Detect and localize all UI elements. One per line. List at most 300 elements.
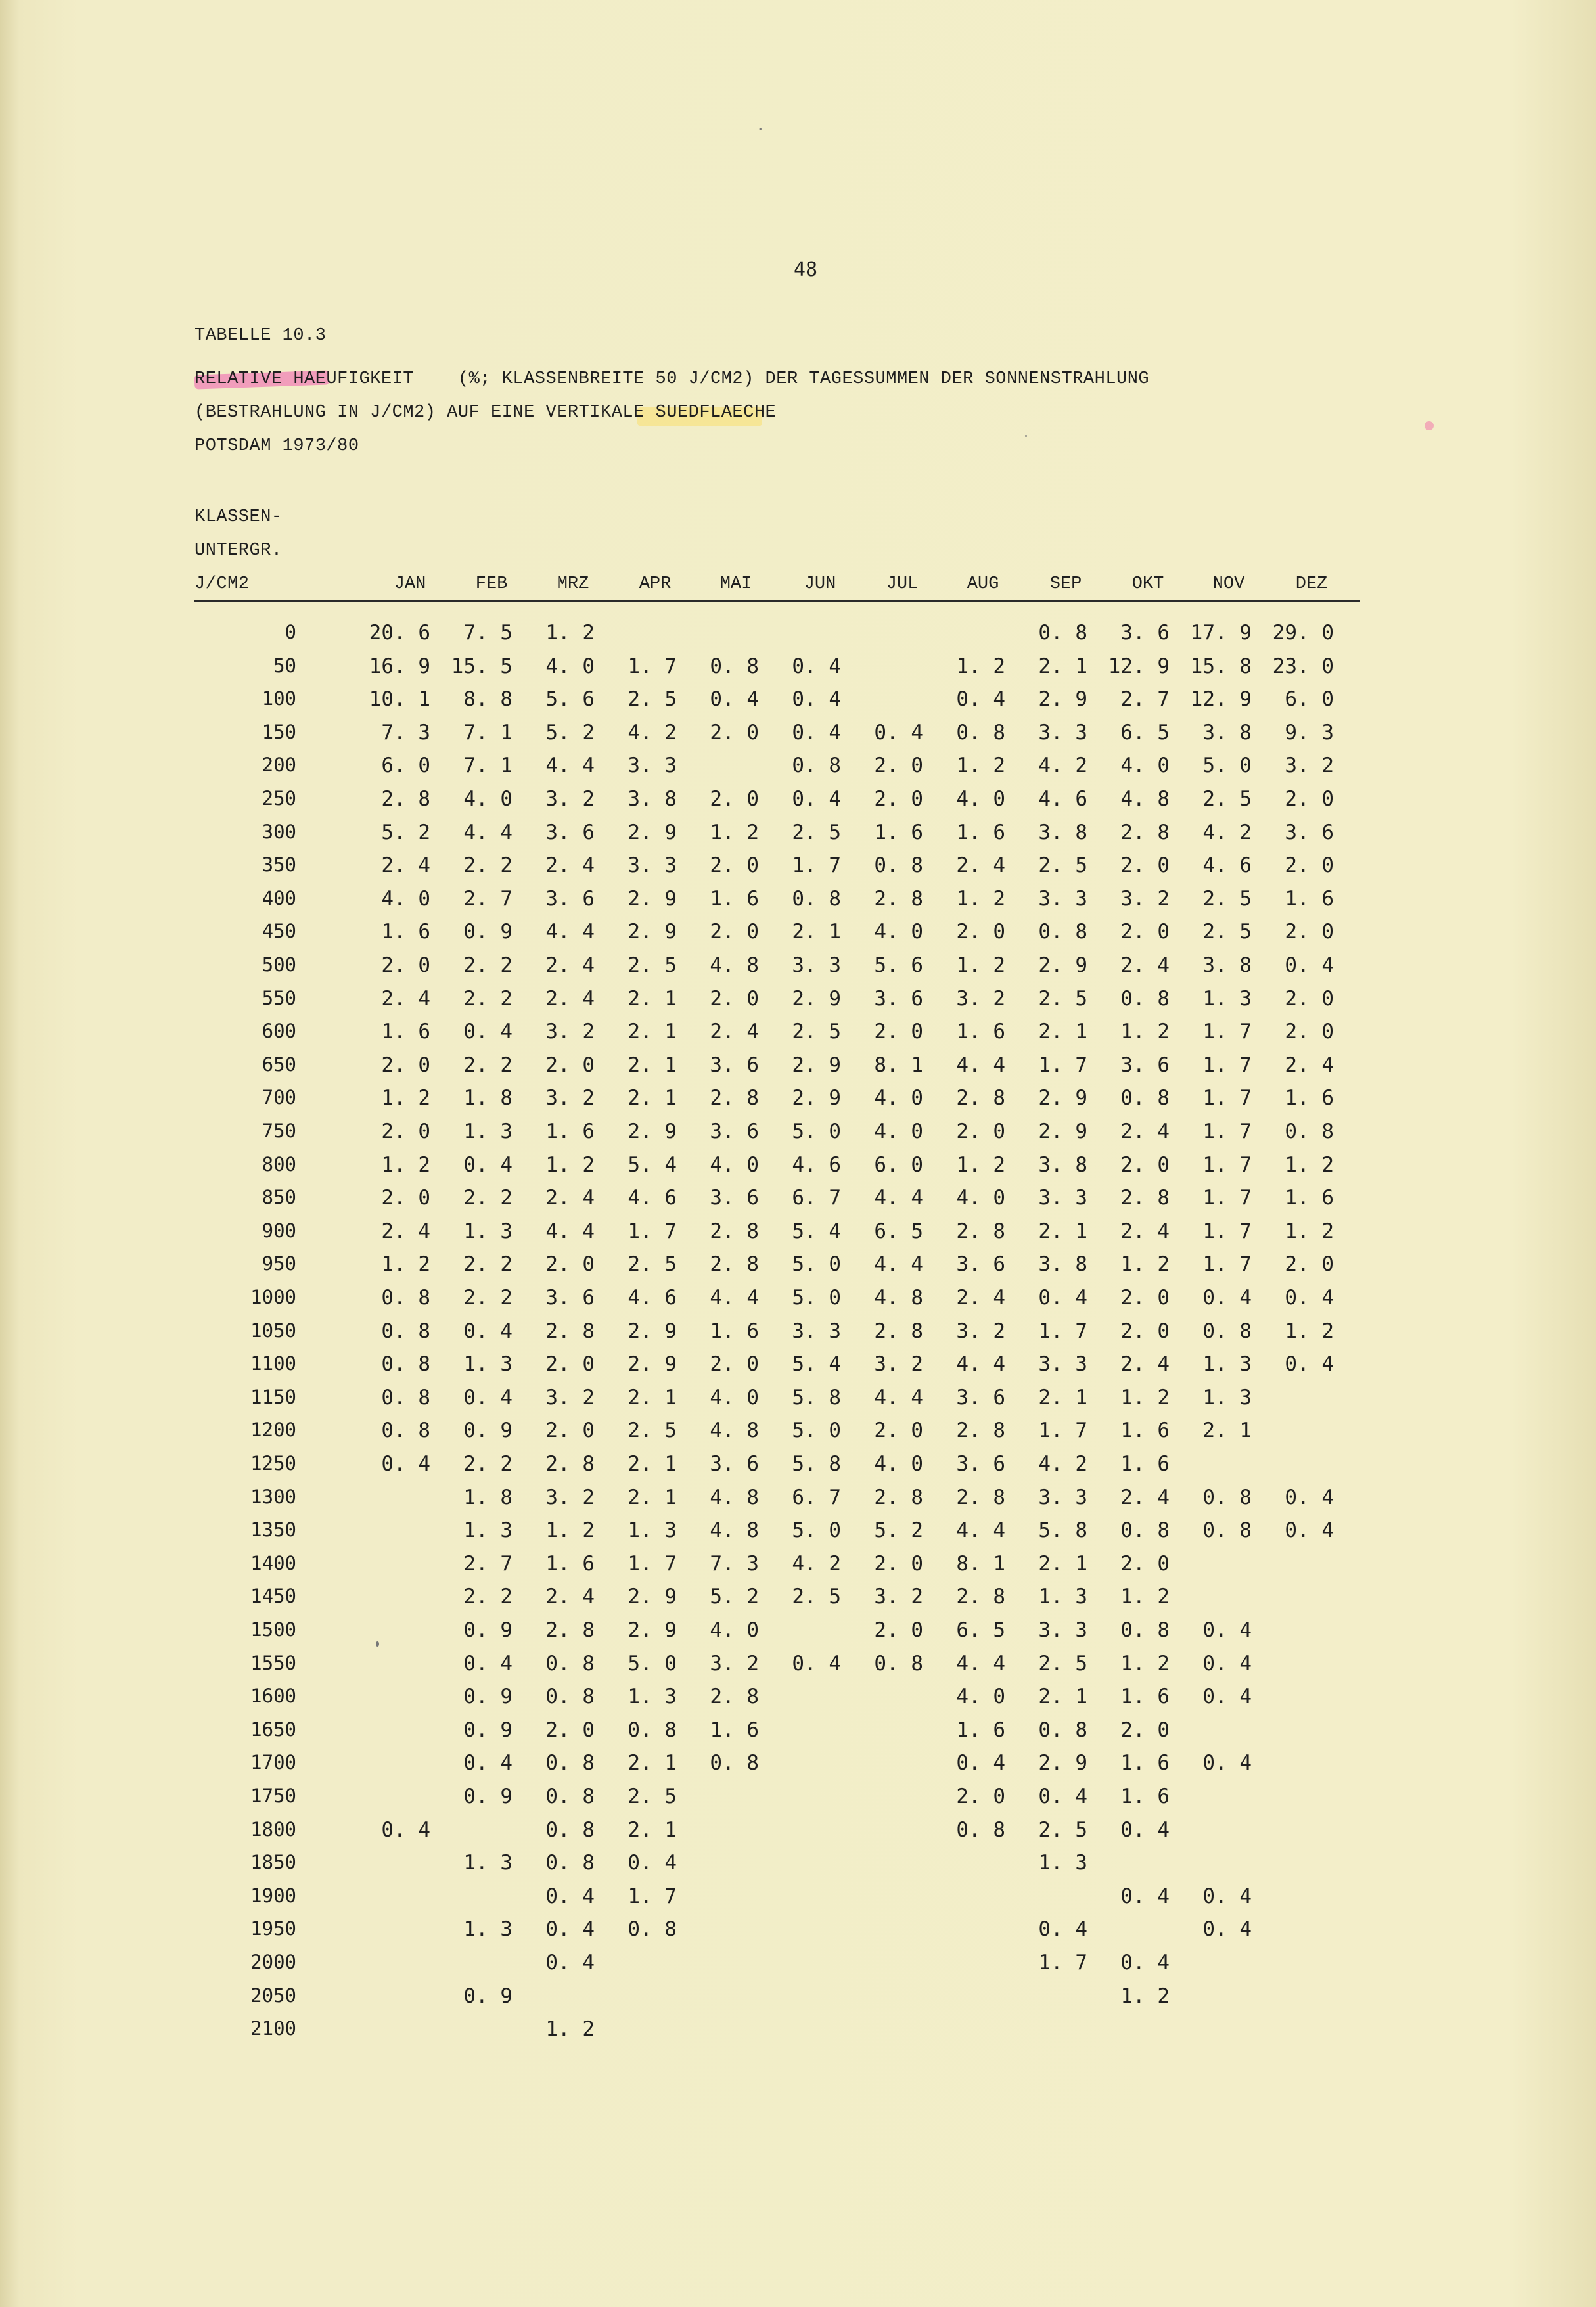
cell-jan: 2. 4: [381, 854, 430, 878]
cell-mrz: 0. 4: [545, 1884, 595, 1908]
class-lower-bound: 2000: [250, 1951, 296, 1973]
cell-jul: 4. 4: [874, 1186, 923, 1210]
cell-mrz: 0. 4: [545, 1917, 595, 1942]
paper-speck: [759, 128, 762, 130]
cell-mai: 2. 8: [710, 1086, 759, 1110]
cell-mai: 3. 6: [710, 1452, 759, 1476]
cell-jul: 4. 0: [874, 920, 923, 944]
cell-jun: 2. 9: [792, 1053, 841, 1077]
cell-dez: 1. 6: [1285, 886, 1334, 911]
cell-jul: 0. 8: [874, 1651, 923, 1676]
cell-mai: 1. 6: [710, 1319, 759, 1343]
cell-aug: 3. 6: [956, 1252, 1005, 1277]
cell-nov: 1. 3: [1202, 1385, 1252, 1409]
cell-sep: 1. 7: [1038, 1053, 1087, 1077]
cell-dez: 23. 0: [1272, 654, 1334, 678]
cell-okt: 2. 7: [1120, 687, 1170, 712]
cell-dez: 1. 2: [1285, 1219, 1334, 1243]
cell-okt: 12. 9: [1108, 654, 1170, 678]
cell-feb: 0. 4: [463, 1651, 513, 1676]
cell-mrz: 1. 6: [545, 1551, 595, 1576]
table-row: [0, 1486, 1596, 1519]
class-lower-bound: 1150: [250, 1385, 296, 1408]
cell-mai: 0. 4: [710, 687, 759, 712]
cell-sep: 2. 1: [1038, 1219, 1087, 1243]
class-lower-bound: 1300: [250, 1485, 296, 1508]
cell-sep: 3. 3: [1038, 1186, 1087, 1210]
cell-jul: 5. 6: [874, 953, 923, 977]
cell-sep: 0. 4: [1038, 1785, 1087, 1808]
cell-apr: 2. 5: [627, 1252, 677, 1277]
cell-jan: 0. 8: [381, 1286, 430, 1310]
cell-apr: 0. 8: [627, 1917, 677, 1942]
month-header-nov: NOV: [1212, 574, 1245, 594]
cell-sep: 1. 7: [1038, 1319, 1087, 1343]
cell-mrz: 3. 6: [545, 886, 595, 911]
cell-aug: 3. 6: [956, 1385, 1005, 1409]
cell-apr: 2. 1: [627, 1385, 677, 1409]
cell-jun: 3. 3: [792, 1319, 841, 1343]
cell-mrz: 2. 4: [545, 1186, 595, 1210]
cell-nov: 0. 4: [1202, 1618, 1252, 1642]
cell-jul: 4. 8: [874, 1286, 923, 1310]
cell-aug: 2. 8: [956, 1086, 1005, 1110]
cell-aug: 4. 0: [956, 787, 1005, 811]
cell-jun: 0. 8: [792, 886, 841, 911]
table-row: [0, 1286, 1596, 1319]
cell-jul: 2. 0: [874, 1551, 923, 1576]
table-row: [0, 920, 1596, 953]
cell-mai: 3. 6: [710, 1053, 759, 1077]
cell-sep: 4. 2: [1038, 754, 1087, 778]
cell-mai: 1. 6: [710, 1718, 759, 1742]
month-header-okt: OKT: [1131, 574, 1164, 594]
cell-apr: 5. 4: [627, 1153, 677, 1177]
table-row: [0, 1851, 1596, 1884]
cell-aug: 3. 2: [956, 1319, 1005, 1343]
cell-feb: 7. 1: [463, 720, 513, 744]
table-row: [0, 654, 1596, 687]
cell-jun: 5. 0: [792, 1286, 841, 1310]
cell-nov: 0. 4: [1202, 1884, 1252, 1908]
cell-okt: 2. 0: [1120, 854, 1170, 878]
table-row: [0, 1220, 1596, 1252]
cell-apr: 2. 9: [627, 1120, 677, 1143]
cell-okt: 1. 6: [1120, 1685, 1170, 1709]
cell-okt: 3. 6: [1120, 621, 1170, 645]
cell-apr: 2. 1: [627, 1452, 677, 1476]
cell-jul: 6. 0: [874, 1153, 923, 1177]
cell-nov: 2. 1: [1202, 1419, 1252, 1443]
cell-jul: 2. 0: [874, 787, 923, 811]
cell-feb: 1. 3: [463, 1851, 513, 1875]
cell-sep: 2. 1: [1038, 1385, 1087, 1409]
row-header-line-2: UNTERGR.: [194, 541, 283, 560]
cell-sep: 2. 9: [1038, 1751, 1087, 1775]
cell-okt: 1. 6: [1120, 1419, 1170, 1443]
cell-mrz: 0. 4: [545, 1951, 595, 1975]
cell-mrz: 3. 6: [545, 1286, 595, 1310]
cell-feb: 1. 3: [463, 1519, 513, 1543]
cell-dez: 1. 2: [1285, 1153, 1334, 1177]
class-lower-bound: 200: [262, 754, 296, 777]
cell-nov: 1. 7: [1202, 1219, 1252, 1243]
cell-okt: 6. 5: [1120, 720, 1170, 744]
cell-nov: 0. 8: [1202, 1319, 1252, 1343]
cell-apr: 3. 3: [627, 854, 677, 878]
class-lower-bound: 900: [262, 1219, 296, 1242]
cell-mrz: 2. 8: [545, 1319, 595, 1343]
month-header-mai: MAI: [719, 574, 752, 594]
table-row: [0, 1884, 1596, 1917]
cell-mai: 3. 6: [710, 1186, 759, 1210]
cell-mrz: 2. 0: [545, 1053, 595, 1077]
cell-dez: 1. 6: [1285, 1186, 1334, 1210]
table-row: [0, 1186, 1596, 1219]
cell-jun: 5. 0: [792, 1120, 841, 1143]
cell-dez: 6. 0: [1285, 687, 1334, 712]
cell-jan: 6. 0: [381, 754, 430, 778]
table-row: [0, 1053, 1596, 1086]
class-lower-bound: 1750: [250, 1785, 296, 1807]
cell-apr: 1. 3: [627, 1685, 677, 1709]
cell-nov: 0. 4: [1202, 1917, 1252, 1942]
cell-jan: 2. 0: [381, 1120, 430, 1143]
cell-okt: 2. 4: [1120, 1352, 1170, 1377]
class-lower-bound: 1100: [250, 1352, 296, 1375]
table-row: [0, 1618, 1596, 1651]
cell-sep: 3. 3: [1038, 720, 1087, 744]
cell-jul: 4. 4: [874, 1252, 923, 1277]
table-row: [0, 1751, 1596, 1784]
table-row: [0, 1552, 1596, 1585]
cell-dez: 2. 0: [1285, 1252, 1334, 1277]
class-lower-bound: 1500: [250, 1618, 296, 1641]
cell-mrz: 2. 4: [545, 953, 595, 977]
table-row: [0, 1319, 1596, 1352]
cell-sep: 1. 7: [1038, 1951, 1087, 1975]
cell-mrz: 1. 2: [545, 1153, 595, 1177]
cell-aug: 1. 6: [956, 1020, 1005, 1044]
cell-mrz: 1. 2: [545, 2017, 595, 2042]
cell-apr: 1. 7: [627, 1551, 677, 1576]
cell-okt: 2. 8: [1120, 820, 1170, 844]
cell-nov: 1. 7: [1202, 1086, 1252, 1110]
cell-mrz: 2. 4: [545, 854, 595, 878]
cell-sep: 2. 1: [1038, 1551, 1087, 1576]
table-row: [0, 987, 1596, 1020]
table-row: [0, 821, 1596, 854]
cell-sep: 1. 3: [1038, 1851, 1087, 1875]
cell-jul: 2. 0: [874, 1020, 923, 1044]
cell-dez: 2. 0: [1285, 854, 1334, 878]
cell-mai: 4. 0: [710, 1618, 759, 1642]
cell-okt: 1. 2: [1120, 1385, 1170, 1409]
month-header-apr: APR: [639, 574, 672, 594]
cell-sep: 2. 5: [1038, 1651, 1087, 1676]
cell-okt: 2. 0: [1120, 1286, 1170, 1310]
cell-jan: 2. 0: [381, 953, 430, 977]
cell-dez: 2. 0: [1285, 986, 1334, 1011]
cell-aug: 1. 2: [956, 754, 1005, 778]
cell-okt: 1. 2: [1120, 1651, 1170, 1676]
cell-jul: 5. 2: [874, 1519, 923, 1543]
month-header-jul: JUL: [886, 574, 919, 594]
cell-dez: 3. 2: [1285, 754, 1334, 778]
cell-jul: 4. 0: [874, 1452, 923, 1476]
cell-jun: 4. 2: [792, 1551, 841, 1576]
cell-jul: 4. 0: [874, 1120, 923, 1143]
class-lower-bound: 150: [262, 720, 296, 743]
class-lower-bound: 1950: [250, 1917, 296, 1940]
cell-aug: 2. 0: [956, 1120, 1005, 1143]
cell-okt: 1. 6: [1120, 1751, 1170, 1775]
cell-sep: 2. 9: [1038, 1120, 1087, 1143]
cell-jul: 4. 0: [874, 1086, 923, 1110]
cell-aug: 1. 6: [956, 820, 1005, 844]
cell-jun: 5. 0: [792, 1519, 841, 1543]
cell-jan: 2. 4: [381, 986, 430, 1011]
table-row: [0, 1386, 1596, 1419]
cell-dez: 1. 6: [1285, 1086, 1334, 1110]
cell-mrz: 2. 0: [545, 1718, 595, 1742]
cell-mai: 4. 0: [710, 1153, 759, 1177]
page-number: 48: [794, 258, 818, 281]
cell-sep: 0. 4: [1038, 1286, 1087, 1310]
cell-apr: 2. 1: [627, 1485, 677, 1509]
month-header-jun: JUN: [804, 574, 836, 594]
row-header-line-3: J/CM2: [194, 574, 250, 594]
month-header-mrz: MRZ: [557, 574, 589, 594]
cell-jun: 0. 4: [792, 687, 841, 712]
cell-jan: 0. 8: [381, 1319, 430, 1343]
cell-okt: 2. 0: [1120, 920, 1170, 944]
cell-okt: 0. 4: [1120, 1951, 1170, 1975]
cell-jan: 10. 1: [369, 687, 430, 712]
cell-jul: 3. 2: [874, 1352, 923, 1377]
cell-feb: 0. 4: [463, 1020, 513, 1044]
cell-sep: 3. 3: [1038, 886, 1087, 911]
cell-mai: 4. 8: [710, 1485, 759, 1509]
cell-dez: 2. 0: [1285, 920, 1334, 944]
class-lower-bound: 450: [262, 920, 296, 943]
table-row: [0, 1917, 1596, 1950]
cell-aug: 4. 4: [956, 1053, 1005, 1077]
table-row: [0, 1519, 1596, 1551]
cell-sep: 3. 3: [1038, 1352, 1087, 1377]
cell-feb: 1. 3: [463, 1219, 513, 1243]
class-lower-bound: 1700: [250, 1751, 296, 1774]
cell-feb: 7. 5: [463, 621, 513, 645]
class-lower-bound: 50: [273, 654, 296, 677]
cell-okt: 2. 0: [1120, 1551, 1170, 1576]
cell-okt: 3. 2: [1120, 886, 1170, 911]
cell-apr: 2. 5: [627, 1419, 677, 1443]
cell-feb: 8. 8: [463, 687, 513, 712]
cell-apr: 2. 1: [627, 1053, 677, 1077]
cell-mrz: 3. 2: [545, 787, 595, 811]
cell-nov: 4. 6: [1202, 854, 1252, 878]
cell-jan: 1. 6: [381, 920, 430, 944]
cell-okt: 2. 8: [1120, 1186, 1170, 1210]
cell-nov: 0. 4: [1202, 1685, 1252, 1709]
cell-okt: 0. 4: [1120, 1884, 1170, 1908]
cell-mai: 3. 2: [710, 1651, 759, 1676]
cell-jul: 6. 5: [874, 1219, 923, 1243]
cell-nov: 2. 5: [1202, 886, 1252, 911]
table-row: [0, 1153, 1596, 1186]
cell-jul: 4. 4: [874, 1385, 923, 1409]
cell-sep: 3. 8: [1038, 820, 1087, 844]
pink-ink-dot: [1425, 421, 1434, 430]
class-lower-bound: 1250: [250, 1452, 296, 1474]
cell-nov: 1. 7: [1202, 1020, 1252, 1044]
cell-mai: 0. 8: [710, 1751, 759, 1775]
class-lower-bound: 750: [262, 1120, 296, 1142]
cell-okt: 2. 4: [1120, 1219, 1170, 1243]
paper-speck: [1025, 435, 1027, 437]
cell-dez: 2. 0: [1285, 1020, 1334, 1044]
cell-feb: 1. 3: [463, 1352, 513, 1377]
table-title-line-2: (BESTRAHLUNG IN J/CM2) AUF EINE VERTIKALE SUEDFLAECHE: [194, 403, 777, 423]
class-lower-bound: 700: [262, 1086, 296, 1109]
month-header-sep: SEP: [1049, 574, 1082, 594]
cell-feb: 0. 9: [463, 1685, 513, 1709]
cell-aug: 2. 8: [956, 1585, 1005, 1609]
cell-jul: 2. 0: [874, 1419, 923, 1443]
table-row: [0, 1352, 1596, 1385]
cell-apr: 1. 7: [627, 1884, 677, 1908]
cell-apr: 1. 3: [627, 1519, 677, 1543]
cell-mai: 2. 0: [710, 787, 759, 811]
cell-mrz: 3. 2: [545, 1385, 595, 1409]
cell-okt: 2. 0: [1120, 1153, 1170, 1177]
cell-mrz: 2. 0: [545, 1419, 595, 1443]
cell-mai: 1. 2: [710, 820, 759, 844]
cell-apr: 3. 8: [627, 787, 677, 811]
row-header-line-1: KLASSEN-: [194, 507, 283, 527]
cell-mrz: 0. 8: [545, 1685, 595, 1709]
table-row: [0, 1984, 1596, 2017]
cell-jan: 1. 6: [381, 1020, 430, 1044]
cell-aug: 4. 0: [956, 1186, 1005, 1210]
cell-jan: 7. 3: [381, 720, 430, 744]
cell-aug: 3. 2: [956, 986, 1005, 1011]
cell-feb: 0. 4: [463, 1319, 513, 1343]
cell-mrz: 4. 0: [545, 654, 595, 678]
table-row: [0, 1951, 1596, 1984]
cell-aug: 1. 2: [956, 886, 1005, 911]
cell-jun: 5. 8: [792, 1452, 841, 1476]
class-lower-bound: 1350: [250, 1519, 296, 1542]
class-lower-bound: 650: [262, 1053, 296, 1076]
table-row: [0, 1685, 1596, 1718]
cell-apr: 0. 8: [627, 1718, 677, 1742]
cell-jul: 3. 2: [874, 1585, 923, 1609]
cell-aug: 1. 2: [956, 654, 1005, 678]
cell-apr: 2. 5: [627, 953, 677, 977]
cell-feb: 4. 4: [463, 820, 513, 844]
cell-feb: 0. 9: [463, 1419, 513, 1443]
cell-aug: 0. 8: [956, 1817, 1005, 1842]
cell-feb: 2. 2: [463, 1053, 513, 1077]
cell-feb: 2. 2: [463, 953, 513, 977]
cell-sep: 0. 4: [1038, 1917, 1087, 1942]
cell-mrz: 0. 8: [545, 1751, 595, 1775]
cell-jan: 20. 6: [369, 621, 430, 645]
cell-jul: 2. 8: [874, 1319, 923, 1343]
cell-okt: 2. 4: [1120, 1120, 1170, 1143]
cell-feb: 0. 9: [463, 1984, 513, 2008]
class-lower-bound: 350: [262, 854, 296, 877]
class-lower-bound: 1200: [250, 1419, 296, 1442]
table-row: [0, 1718, 1596, 1751]
cell-dez: 0. 4: [1285, 1352, 1334, 1377]
cell-apr: 2. 1: [627, 1086, 677, 1110]
cell-sep: 3. 8: [1038, 1252, 1087, 1277]
cell-aug: 1. 2: [956, 1153, 1005, 1177]
class-lower-bound: 950: [262, 1252, 296, 1275]
cell-mai: 2. 0: [710, 1352, 759, 1377]
cell-feb: 0. 9: [463, 920, 513, 944]
cell-apr: 2. 1: [627, 986, 677, 1011]
table-row: [0, 1452, 1596, 1485]
cell-mrz: 2. 4: [545, 986, 595, 1011]
cell-feb: 1. 8: [463, 1485, 513, 1509]
cell-mai: 1. 6: [710, 886, 759, 911]
cell-aug: 2. 0: [956, 1785, 1005, 1808]
cell-jan: 16. 9: [369, 654, 430, 678]
cell-feb: 15. 5: [451, 654, 513, 678]
cell-mai: 2. 0: [710, 720, 759, 744]
cell-jan: 1. 2: [381, 1153, 430, 1177]
cell-sep: 3. 8: [1038, 1153, 1087, 1177]
table-row: [0, 2017, 1596, 2050]
cell-mai: 0. 8: [710, 654, 759, 678]
cell-sep: 2. 5: [1038, 986, 1087, 1011]
cell-sep: 2. 9: [1038, 687, 1087, 712]
cell-sep: 1. 3: [1038, 1585, 1087, 1609]
cell-mrz: 4. 4: [545, 920, 595, 944]
cell-aug: 4. 4: [956, 1519, 1005, 1543]
cell-nov: 1. 7: [1202, 1053, 1252, 1077]
cell-nov: 17. 9: [1190, 621, 1252, 645]
cell-mai: 2. 0: [710, 920, 759, 944]
cell-apr: 4. 6: [627, 1286, 677, 1310]
cell-sep: 2. 9: [1038, 1086, 1087, 1110]
cell-nov: 0. 4: [1202, 1286, 1252, 1310]
table-row: [0, 721, 1596, 754]
table-row: [0, 887, 1596, 920]
cell-aug: 2. 8: [956, 1419, 1005, 1443]
cell-jul: 2. 8: [874, 1485, 923, 1509]
cell-dez: 0. 4: [1285, 1286, 1334, 1310]
cell-okt: 3. 6: [1120, 1053, 1170, 1077]
class-lower-bound: 1900: [250, 1884, 296, 1907]
cell-jul: 2. 0: [874, 1618, 923, 1642]
cell-nov: 12. 9: [1190, 687, 1252, 712]
cell-okt: 2. 4: [1120, 1485, 1170, 1509]
cell-sep: 0. 8: [1038, 621, 1087, 645]
cell-aug: 4. 0: [956, 1685, 1005, 1709]
table-row: [0, 787, 1596, 820]
month-header-aug: AUG: [967, 574, 999, 594]
cell-jun: 6. 7: [792, 1485, 841, 1509]
cell-dez: 0. 4: [1285, 1485, 1334, 1509]
cell-apr: 2. 9: [627, 886, 677, 911]
cell-okt: 0. 8: [1120, 986, 1170, 1011]
cell-nov: 15. 8: [1190, 654, 1252, 678]
